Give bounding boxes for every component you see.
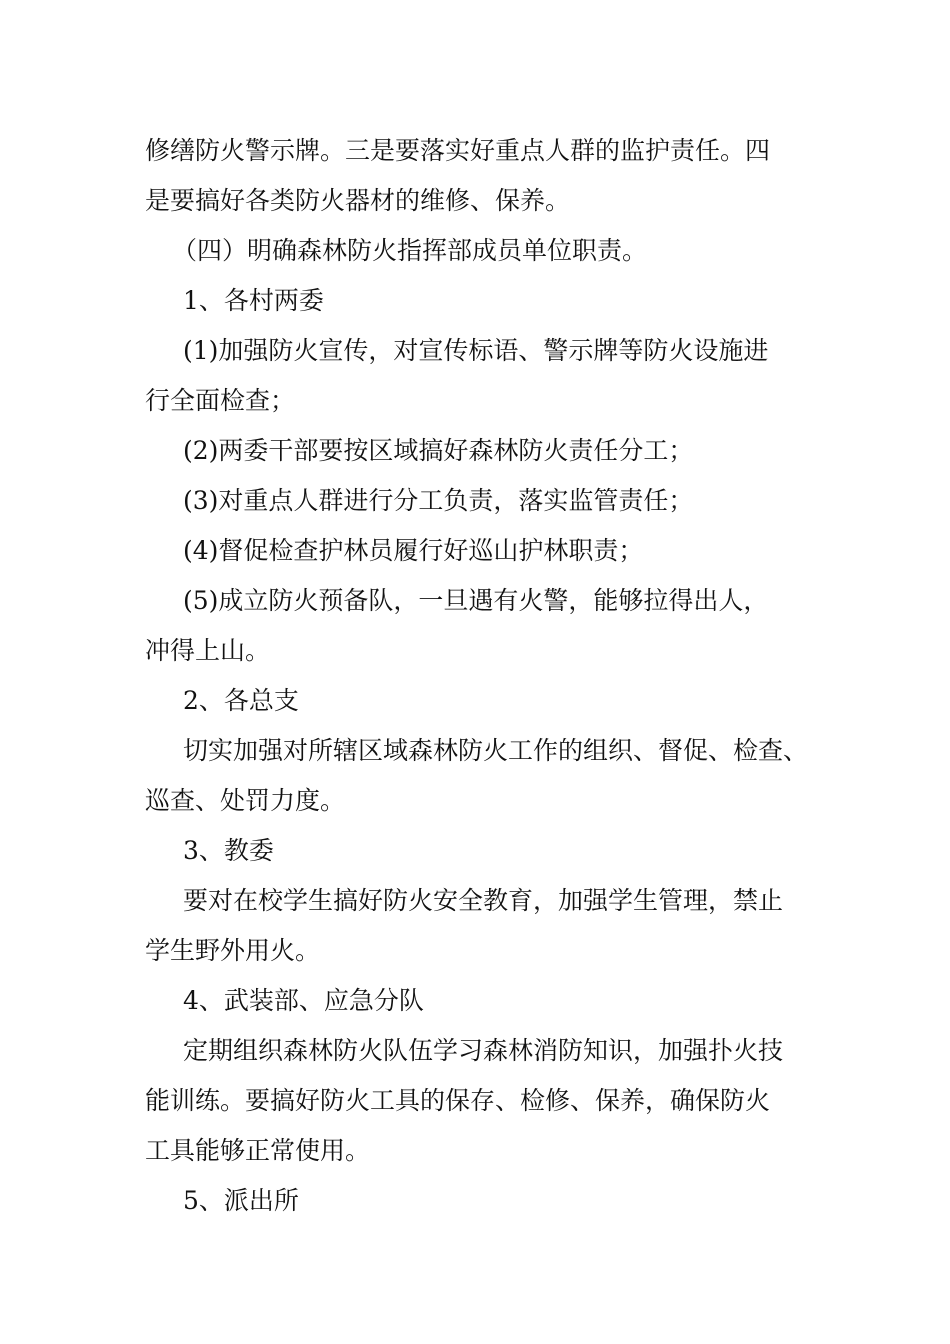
subsection-heading: 3、教委: [183, 836, 274, 865]
paragraph-line: 要对在校学生搞好防火安全教育，加强学生管理，禁止: [183, 886, 784, 915]
subsection-heading: 1、各村两委: [183, 286, 324, 315]
paragraph-line: 定期组织森林防火队伍学习森林消防知识，加强扑火技: [183, 1036, 784, 1065]
subsection-heading: 5、派出所: [183, 1186, 299, 1215]
paragraph-line: 学生野外用火。: [145, 936, 321, 965]
paragraph-line: 切实加强对所辖区域森林防火工作的组织、督促、检查、: [183, 736, 809, 765]
subsection-heading: 4、武装部、应急分队: [183, 986, 424, 1015]
section-heading: （四）明确森林防火指挥部成员单位职责。: [172, 236, 648, 265]
subsection-heading: 2、各总支: [183, 686, 299, 715]
list-item: (3)对重点人群进行分工负责，落实监管责任；: [183, 486, 694, 515]
list-item: (5)成立防火预备队，一旦遇有火警，能够拉得出人，: [183, 586, 769, 615]
paragraph-line: 巡查、处罚力度。: [145, 786, 346, 815]
paragraph-line: 工具能够正常使用。: [145, 1136, 371, 1165]
list-item-continuation: 冲得上山。: [145, 636, 271, 665]
paragraph-line: 能训练。要搞好防火工具的保存、检修、保养，确保防火: [145, 1086, 771, 1115]
list-item-continuation: 行全面检查；: [145, 386, 296, 415]
list-item: (4)督促检查护林员履行好巡山护林职责；: [183, 536, 644, 565]
list-item: (2)两委干部要按区域搞好森林防火责任分工；: [183, 436, 694, 465]
paragraph-line: 修缮防火警示牌。三是要落实好重点人群的监护责任。四: [145, 136, 771, 165]
paragraph-line: 是要搞好各类防火器材的维修、保养。: [145, 186, 571, 215]
list-item: (1)加强防火宣传，对宣传标语、警示牌等防火设施进: [183, 336, 769, 365]
